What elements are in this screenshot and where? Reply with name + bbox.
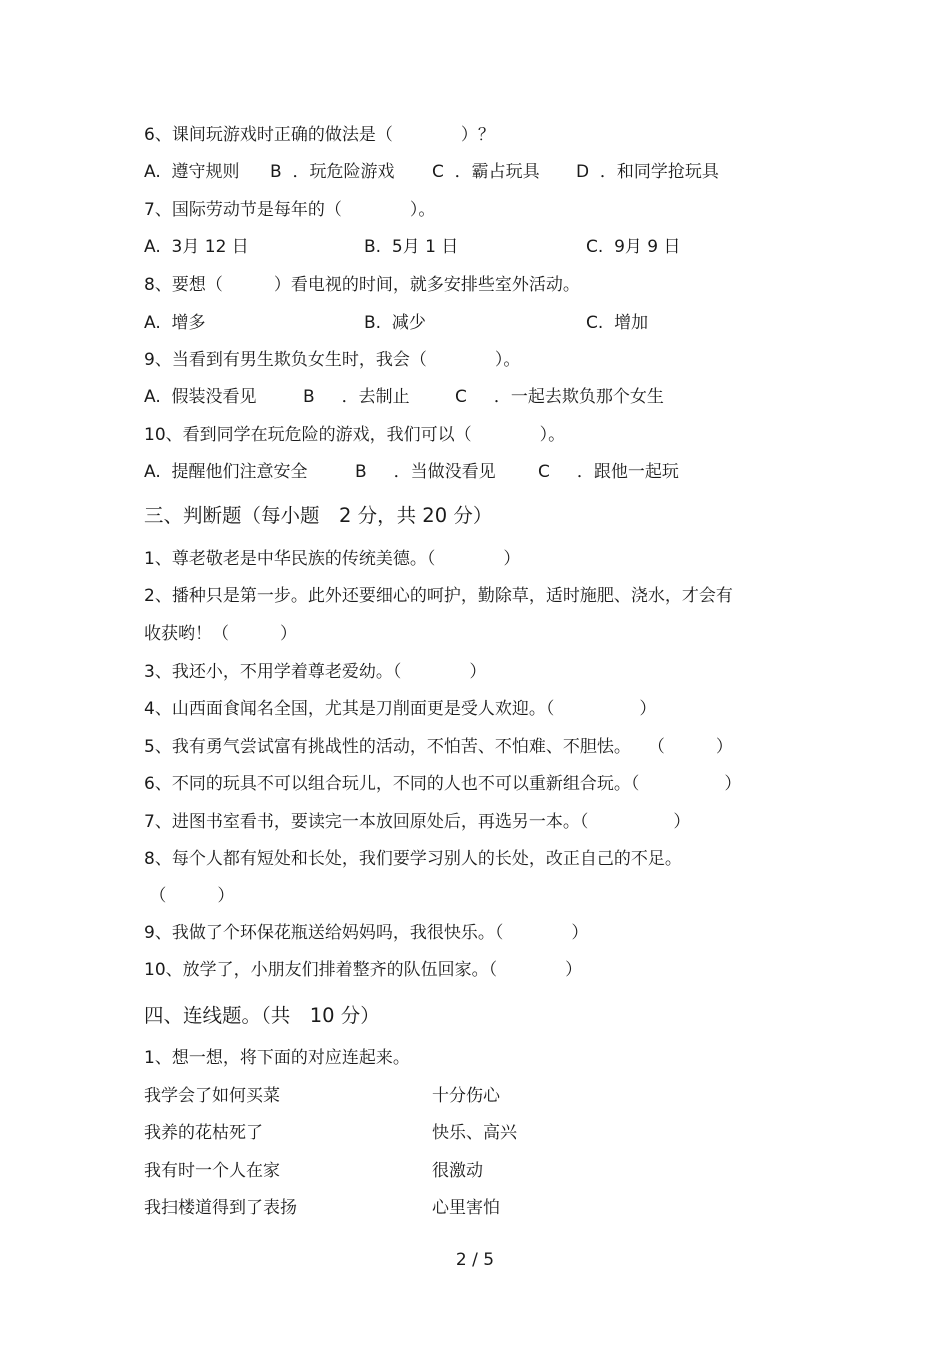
judge-item-10: 10、放学了，小朋友们排着整齐的队伍回家。（ ） xyxy=(144,960,583,980)
q8-option-a: A. 增多 xyxy=(144,313,206,333)
judge-item-8: 8、每个人都有短处和长处，我们要学习别人的长处，改正自己的不足。 xyxy=(144,849,682,869)
match-right-1: 十分伤心 xyxy=(432,1086,500,1106)
match-right-3: 很激动 xyxy=(432,1161,483,1181)
judge-item-5: 5、我有勇气尝试富有挑战性的活动，不怕苦、不怕难、不胆怯。 （ ） xyxy=(144,737,733,757)
q6-option-c: C ．霸占玩具 xyxy=(432,162,540,182)
match-right-2: 快乐、高兴 xyxy=(432,1123,517,1143)
question-7: 7、国际劳动节是每年的（ ）。 xyxy=(144,200,436,220)
match-left-1: 我学会了如何买菜 xyxy=(144,1086,280,1106)
question-9: 9、当看到有男生欺负女生时，我会（ ）。 xyxy=(144,350,521,370)
q6-option-d: D ．和同学抢玩具 xyxy=(576,162,719,182)
section-3-heading: 三、判断题（每小题 2 分，共 20 分） xyxy=(144,504,493,527)
q9-option-a: A. 假装没看见 xyxy=(144,387,257,407)
judge-item-1: 1、尊老敬老是中华民族的传统美德。（ ） xyxy=(144,549,521,569)
q9-option-c: C ．一起去欺负那个女生 xyxy=(455,387,664,407)
judge-item-7: 7、进图书室看书，要读完一本放回原处后，再选另一本。（ ） xyxy=(144,812,691,832)
match-left-3: 我有时一个人在家 xyxy=(144,1161,280,1181)
match-right-4: 心里害怕 xyxy=(432,1198,500,1218)
q10-option-a: A. 提醒他们注意安全 xyxy=(144,462,308,482)
q10-option-c: C ．跟他一起玩 xyxy=(538,462,679,482)
question-8: 8、要想（ ）看电视的时间，就多安排些室外活动。 xyxy=(144,275,580,295)
match-left-2: 我养的花枯死了 xyxy=(144,1123,263,1143)
question-10: 10、看到同学在玩危险的游戏，我们可以（ ）。 xyxy=(144,425,566,445)
q7-option-b: B. 5月 1 日 xyxy=(364,237,459,257)
judge-item-8-cont: （ ） xyxy=(144,886,235,906)
matching-prompt: 1、想一想，将下面的对应连起来。 xyxy=(144,1048,410,1068)
q10-option-b: B ．当做没看见 xyxy=(355,462,496,482)
q6-option-b: B ．玩危险游戏 xyxy=(270,162,395,182)
section-4-heading: 四、连线题。（共 10 分） xyxy=(144,1004,380,1027)
q8-option-b: B. 减少 xyxy=(364,313,426,333)
match-left-4: 我扫楼道得到了表扬 xyxy=(144,1198,297,1218)
judge-item-9: 9、我做了个环保花瓶送给妈妈吗，我很快乐。（ ） xyxy=(144,923,589,943)
judge-item-4: 4、山西面食闻名全国，尤其是刀削面更是受人欢迎。（ ） xyxy=(144,699,657,719)
q7-option-c: C. 9月 9 日 xyxy=(586,237,681,257)
page-number: 2 / 5 xyxy=(455,1250,495,1270)
q7-option-a: A. 3月 12 日 xyxy=(144,237,249,257)
q8-option-c: C. 增加 xyxy=(586,313,649,333)
judge-item-6: 6、不同的玩具不可以组合玩儿，不同的人也不可以重新组合玩。（ ） xyxy=(144,774,742,794)
question-6: 6、课间玩游戏时正确的做法是（ ）？ xyxy=(144,125,495,145)
judge-item-2: 2、播种只是第一步。此外还要细心的呵护，勤除草，适时施肥、浇水，才会有 xyxy=(144,586,733,606)
q6-option-a: A. 遵守规则 xyxy=(144,162,240,182)
judge-item-3: 3、我还小，不用学着尊老爱幼。（ ） xyxy=(144,662,487,682)
q9-option-b: B ．去制止 xyxy=(303,387,410,407)
judge-item-2-cont: 收获哟！（ ） xyxy=(144,624,297,644)
